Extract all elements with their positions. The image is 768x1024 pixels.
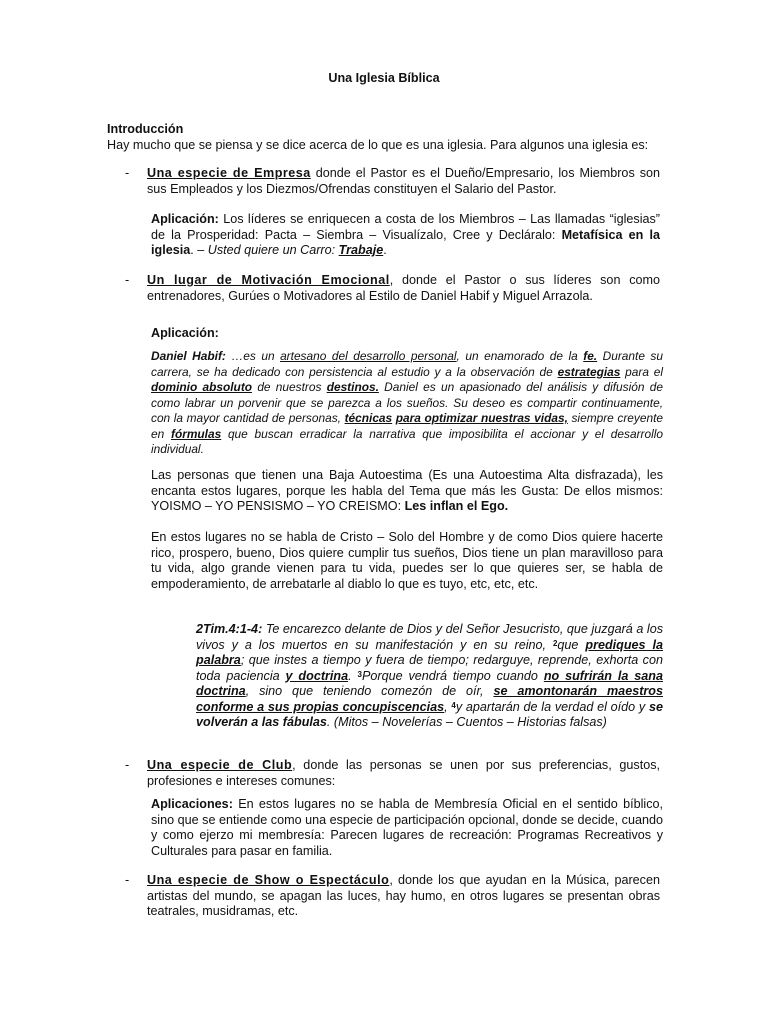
list-item-empresa: Una especie de Empresa donde el Pastor es el Dueño/Empresario, los Miembros son sus Empleados y los Diezmos/Ofrendas constituyen el Salario del Pastor. bbox=[147, 166, 661, 196]
bullet-dash: - bbox=[125, 166, 130, 180]
bullet-dash: - bbox=[125, 758, 130, 772]
item-term: Una especie de Show o Espectáculo bbox=[147, 873, 390, 887]
paragraph-baja-autoestima: Las personas que tienen una Baja Autoestima (Es una Autoestima Alta disfrazada), les encanta estos lugares, porque les habla del Tema que más les Gusta: De ellos mismos: YOISMO – YO PENSISMO – YO CREISMO: Les inflan el Ego. bbox=[151, 468, 663, 513]
document-title: Una Iglesia Bíblica bbox=[328, 71, 440, 85]
bible-verse: 2Tim.4:1-4: Te encarezco delante de Dios y del Señor Jesucristo, que juzgará a los vivos y a los muertos en su manifestación y en su reino, $^2$que prediques la palabra; que instes a tiempo y fuera de tiempo; redarguye, reprende, exhorta con toda paciencia y doctrina. $^3$Porque vendrá tiempo cuando no sufrirán la sana doctrina, sino que teniendo comezón de oír, se amontonarán maestros conforme a sus propias concupiscencias, $^4$y apartarán de la verdad el oído y se volverán a las fábulas. (Mitos – Novelerías – Cuentos – Historias falsas) bbox=[196, 622, 664, 729]
application-label: Aplicación: bbox=[151, 212, 219, 226]
application-label: Aplicaciones: bbox=[151, 797, 233, 811]
bullet-dash: - bbox=[125, 273, 130, 287]
application-3: Aplicaciones: En estos lugares no se habla de Membresía Oficial en el sentido bíblico, sino que se entiende como una especie de participación opcional, donde se decide, cuando y como ejerzo mi membresía: Parecen lugares de recreación: Programas Recreativos y Culturales para pasar en familia. bbox=[151, 797, 663, 858]
intro-heading: Introducción bbox=[107, 122, 184, 136]
paragraph-cristo: En estos lugares no se habla de Cristo – Solo del Hombre y de como Dios quiere hacerte rico, prospero, bueno, Dios quiere cumplir tus sueños, Dios tiene un plan maravilloso para tu vida, algo grande vienen para tu vida, puedes ser lo que quieres ser, se habla de empoderamiento, de arrebatarle al diablo lo que es tuyo, etc, etc, etc. bbox=[151, 530, 663, 591]
bullet-dash: - bbox=[125, 873, 130, 887]
list-item-motivacion: Un lugar de Motivación Emocional, donde el Pastor o sus líderes son como entrenadores, Gurúes o Motivadores al Estilo de Daniel Habif y Miguel Arrazola. bbox=[147, 273, 660, 303]
item-term: Una especie de Club bbox=[147, 758, 293, 772]
verse-reference: 2Tim.4:1-4: bbox=[196, 622, 263, 636]
intro-text: Hay mucho que se piensa y se dice acerca de lo que es una iglesia. Para algunos una iglesia es: bbox=[107, 137, 649, 152]
daniel-habif-quote: Daniel Habif: …es un artesano del desarrollo personal, un enamorado de la fe. Durante su carrera, se ha dedicado con persistencia al estudio y a la observación de estrategias para el dominio absoluto de nuestros destinos. Daniel es un apasionado del análisis y difusión de como labrar un porvenir que se parezca a los sueños. Su deseo es compartir continuamente, con la mayor cantidad de personas, técnicas para optimizar nuestras vidas, siempre creyente en fórmulas que buscan erradicar la narrativa que imposibilita el accionar y el desarrollo individual. bbox=[151, 349, 664, 456]
item-term: Una especie de Empresa bbox=[147, 166, 311, 180]
application-2-label: Aplicación: bbox=[151, 326, 219, 340]
list-item-club: Una especie de Club, donde las personas se unen por sus preferencias, gustos, profesiones e intereses comunes: bbox=[147, 758, 660, 788]
item-term: Un lugar de Motivación Emocional bbox=[147, 273, 390, 287]
list-item-show: Una especie de Show o Espectáculo, donde los que ayudan en la Música, parecen artistas del mundo, se apagan las luces, hay humo, en otros lugares se presentan obras teatrales, musidramas, etc. bbox=[147, 873, 660, 918]
application-1: Aplicación: Los líderes se enriquecen a costa de los Miembros – Las llamadas “iglesias” de la Prosperidad: Pacta – Siembra – Visualízalo, Cree y Decláralo: Metafísica en la iglesia. – Usted quiere un Carro: Trabaje. bbox=[151, 212, 660, 257]
intro-section bbox=[107, 122, 660, 153]
